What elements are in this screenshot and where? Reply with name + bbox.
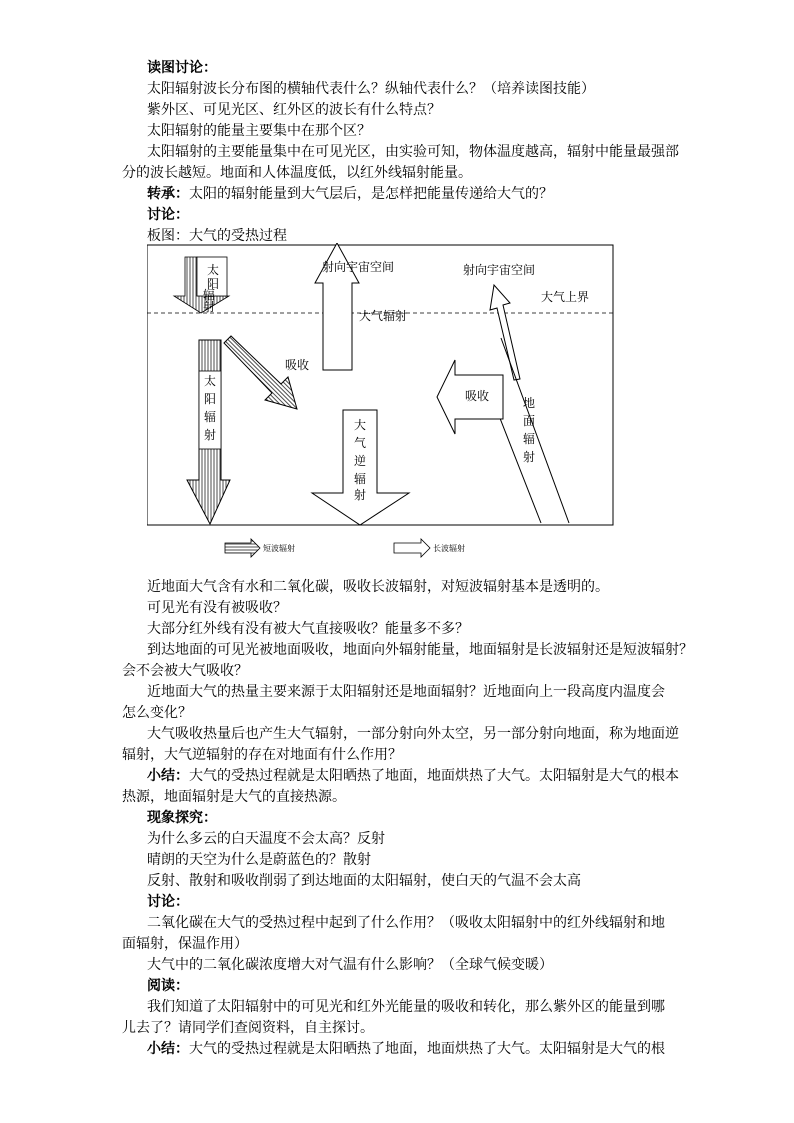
heading-read-discuss: 读图讨论： [147, 60, 217, 76]
solar-left-char: 太 [204, 374, 217, 388]
legend-longwave-label: 长波辐射 [433, 544, 465, 553]
space-label-1: 射向宇宙空间 [322, 260, 395, 274]
counter-radiation-char: 射 [354, 488, 367, 502]
counter-radiation-char: 逆 [354, 454, 367, 468]
ground-radiation-char: 射 [523, 450, 536, 464]
text-line: 晴朗的天空为什么是蔚蓝色的？散射 [147, 852, 371, 868]
text-line: 辐射，大气逆辐射的存在对地面有什么作用？ [122, 747, 402, 763]
counter-radiation-char: 大 [354, 418, 367, 432]
text-line: 太阳辐射波长分布图的横轴代表什么？纵轴代表什么？（培养读图技能） [147, 81, 595, 97]
text-line: 近地面大气的热量主要来源于太阳辐射还是地面辐射？近地面向上一段高度内温度会 [147, 684, 665, 700]
absorb-label-1: 吸收 [285, 358, 310, 372]
atmosphere-top-label: 大气上界 [541, 290, 590, 304]
solar-top-char: 辐 [203, 288, 216, 302]
solar-top-char: 阳 [207, 277, 220, 291]
text-line: 可见光有没有被吸收？ [147, 600, 287, 616]
heading-phenomenon: 现象探究： [147, 810, 217, 826]
ground-radiation-char: 辐 [523, 432, 536, 446]
text-line: 儿去了？请同学们查阅资料，自主探讨。 [122, 1020, 374, 1036]
atmosphere-heating-diagram [147, 243, 617, 568]
text-line: 到达地面的可见光被地面吸收，地面向外辐射能量，地面辐射是长波辐射还是短波辐射？ [147, 642, 693, 658]
legend-shortwave-arrow [225, 539, 260, 557]
solar-left-char: 阳 [204, 392, 217, 406]
text-line: 我们知道了太阳辐射中的可见光和红外光能量的吸收和转化，那么紫外区的能量到哪 [147, 999, 665, 1015]
text-line: 怎么变化？ [122, 705, 192, 721]
summary-label: 小结： [147, 1041, 189, 1057]
text-line: 大气中的二氧化碳浓度增大对气温有什么影响？（全球气候变暖） [147, 957, 553, 973]
space-label-2: 射向宇宙空间 [463, 263, 536, 277]
text-line: 分的波长越短。地面和人体温度低，以红外线辐射能量。 [122, 165, 472, 181]
summary-text: 大气的受热过程就是太阳晒热了地面，地面烘热了大气。太阳辐射是大气的根本 [189, 768, 679, 784]
transition-label: 转承： [147, 186, 189, 202]
atmospheric-radiation-label: 大气辐射 [359, 309, 408, 323]
ground-radiation-char: 地 [523, 396, 536, 410]
text-line: 热源，地面辐射是大气的直接热源。 [122, 789, 346, 805]
legend-longwave-arrow [394, 539, 430, 557]
heading-discuss: 讨论： [147, 207, 189, 223]
text-line: 二氧化碳在大气的受热过程中起到了什么作用？（吸收太阳辐射中的红外线辐射和地 [147, 915, 665, 931]
text-line: 紫外区、可见光区、红外区的波长有什么特点？ [147, 102, 441, 118]
heading-reading: 阅读： [147, 978, 189, 994]
solar-radiation-absorbed-arrow [224, 336, 297, 409]
text-line: 面辐射，保温作用） [122, 936, 248, 952]
absorb-label-2: 吸收 [465, 389, 490, 403]
ground-radiation-char: 面 [523, 414, 536, 428]
text-line: 大气吸收热量后也产生大气辐射，一部分射向外太空，另一部分射向地面，称为地面逆 [147, 726, 679, 742]
counter-radiation-char: 气 [354, 436, 367, 450]
text-line: 会不会被大气吸收？ [122, 663, 248, 679]
text-line: 近地面大气含有水和二氧化碳，吸收长波辐射，对短波辐射基本是透明的。 [147, 579, 609, 595]
heading-discuss-2: 讨论： [147, 894, 189, 910]
solar-top-char: 太 [207, 263, 220, 277]
text-line: 太阳辐射的主要能量集中在可见光区，由实验可知，物体温度越高，辐射中能量最强部 [147, 144, 679, 160]
summary-line [147, 1039, 665, 1059]
solar-left-char: 射 [204, 428, 217, 442]
solar-top-char: 射 [203, 300, 216, 314]
solar-left-char: 辐 [204, 410, 217, 424]
counter-radiation-char: 辐 [354, 472, 367, 486]
summary-line [147, 766, 679, 786]
text-line: 为什么多云的白天温度不会太高？反射 [147, 831, 385, 847]
text-line: 反射、散射和吸收削弱了到达地面的太阳辐射，使白天的气温不会太高 [147, 873, 581, 889]
board-title: 板图：大气的受热过程 [147, 228, 287, 244]
ground-radiation-band-edge [501, 338, 569, 523]
text-line: 太阳辐射的能量主要集中在那个区？ [147, 123, 371, 139]
transition-text: 太阳的辐射能量到大气层后，是怎样把能量传递给大气的？ [189, 186, 553, 202]
ground-radiation-up-arrow [490, 285, 520, 380]
summary-label: 小结： [147, 768, 189, 784]
summary-text: 大气的受热过程就是太阳晒热了地面，地面烘热了大气。太阳辐射是大气的根 [189, 1041, 665, 1057]
text-line: 大部分红外线有没有被大气直接吸收？能量多不多？ [147, 621, 469, 637]
transition-line [147, 184, 553, 204]
legend-shortwave-label: 短波辐射 [263, 544, 295, 553]
